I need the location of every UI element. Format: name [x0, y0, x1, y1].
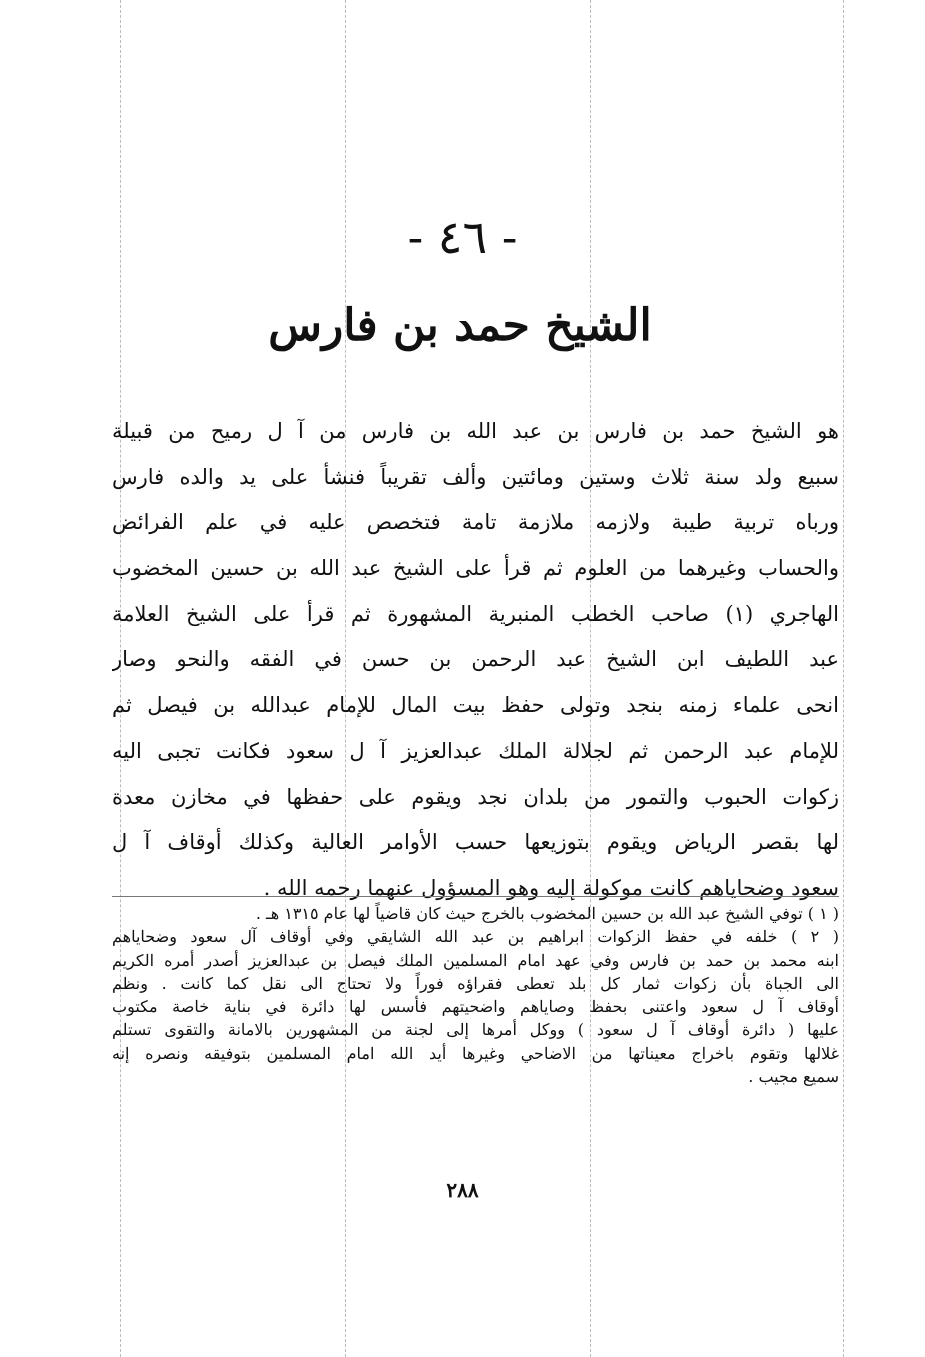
footnote-line: ( ٢ ) خلفه في حفظ الزكوات ابراهيم بن عبد الله الشايقي وفي أوقاف آل سعود وضحاياهم: [112, 927, 839, 947]
footnote-line: الى الجباة بأن زكوات ثمار كل بلد تعطى فقراؤه فوراً ولا تحتاج الى نقل كما كانت . ونظم: [112, 973, 839, 993]
body-text: [112, 409, 839, 912]
footnote-line: عليها ( دائرة أوقاف آ ل سعود ) ووكل أمرها إلى لجنة من المشهورين بالامانة والتقوى تستلم: [112, 1020, 839, 1040]
footnotes: [112, 902, 839, 1088]
body-line: لها بقصر الرياض ويقوم بتوزيعها حسب الأوامر العالية وكذلك أوقاف آ ل: [112, 830, 839, 855]
body-line: انحى علماء زمنه بنجد وتولى حفظ بيت المال للإمام عبدالله بن فيصل ثم: [112, 693, 839, 718]
body-line: للإمام عبد الرحمن ثم لجلالة الملك عبدالعزيز آ ل سعود فكانت تجبى اليه: [112, 738, 839, 763]
footnote-line: أوقاف آ ل سعود واعتنى بحفظ وصاياهم واضحيتهم فأسس لها دائرة في بناية خاصة مكتوب: [112, 997, 839, 1017]
body-line: ورباه تربية طيبة ولازمه ملازمة تامة فتخصص عليه في علم الفرائض: [112, 510, 839, 535]
page-number: ٢٨٨: [446, 1178, 479, 1202]
body-line: سعود وضحاياهم كانت موكولة إليه وهو المسؤول عنهما رحمه الله .: [263, 875, 839, 900]
footnote-line: غلالها وتقوم باخراج معيناتها من الاضاحي وغيرها أيد الله امام المسلمين بتوفيقه ونصره إنه: [112, 1043, 839, 1063]
footnote-line: سميع مجيب .: [748, 1067, 839, 1087]
body-line: زكوات الحبوب والتمور من بلدان نجد ويقوم على حفظها في مخازن معدة: [112, 784, 839, 809]
body-line: عبد اللطيف ابن الشيخ عبد الرحمن بن حسن في الفقه والنحو وصار: [112, 647, 839, 672]
footnote-separator: [112, 896, 839, 897]
body-line: سبيع ولد سنة ثلاث وستين ومائتين وألف تقريباً فنشأ على يد والده فارس: [112, 464, 839, 489]
footnote-line: ( ١ ) توفي الشيخ عبد الله بن حسين المخضوب بالخرج حيث كان قاضياً لها عام ١٣١٥ هـ .: [255, 904, 839, 923]
scan-guide-line: [843, 0, 844, 1357]
page-title: الشيخ حمد بن فارس: [268, 300, 652, 351]
body-line: والحساب وغيرهما من العلوم ثم قرأ على الشيخ عبد الله بن حسين المخضوب: [112, 556, 839, 581]
body-line: الهاجري (١) صاحب الخطب المنبرية المشهورة ثم قرأ على الشيخ العلامة: [112, 601, 839, 626]
footnote-line: ابنه محمد بن حمد بن فارس وفي عهد امام المسلمين الملك فيصل بن عبدالعزيز أصدر أمره الكريم: [112, 950, 839, 970]
body-line: هو الشيخ حمد بن فارس بن عبد الله بن فارس من آ ل رميح من قبيلة: [112, 419, 839, 443]
section-number: - ٤٦ -: [407, 210, 518, 264]
